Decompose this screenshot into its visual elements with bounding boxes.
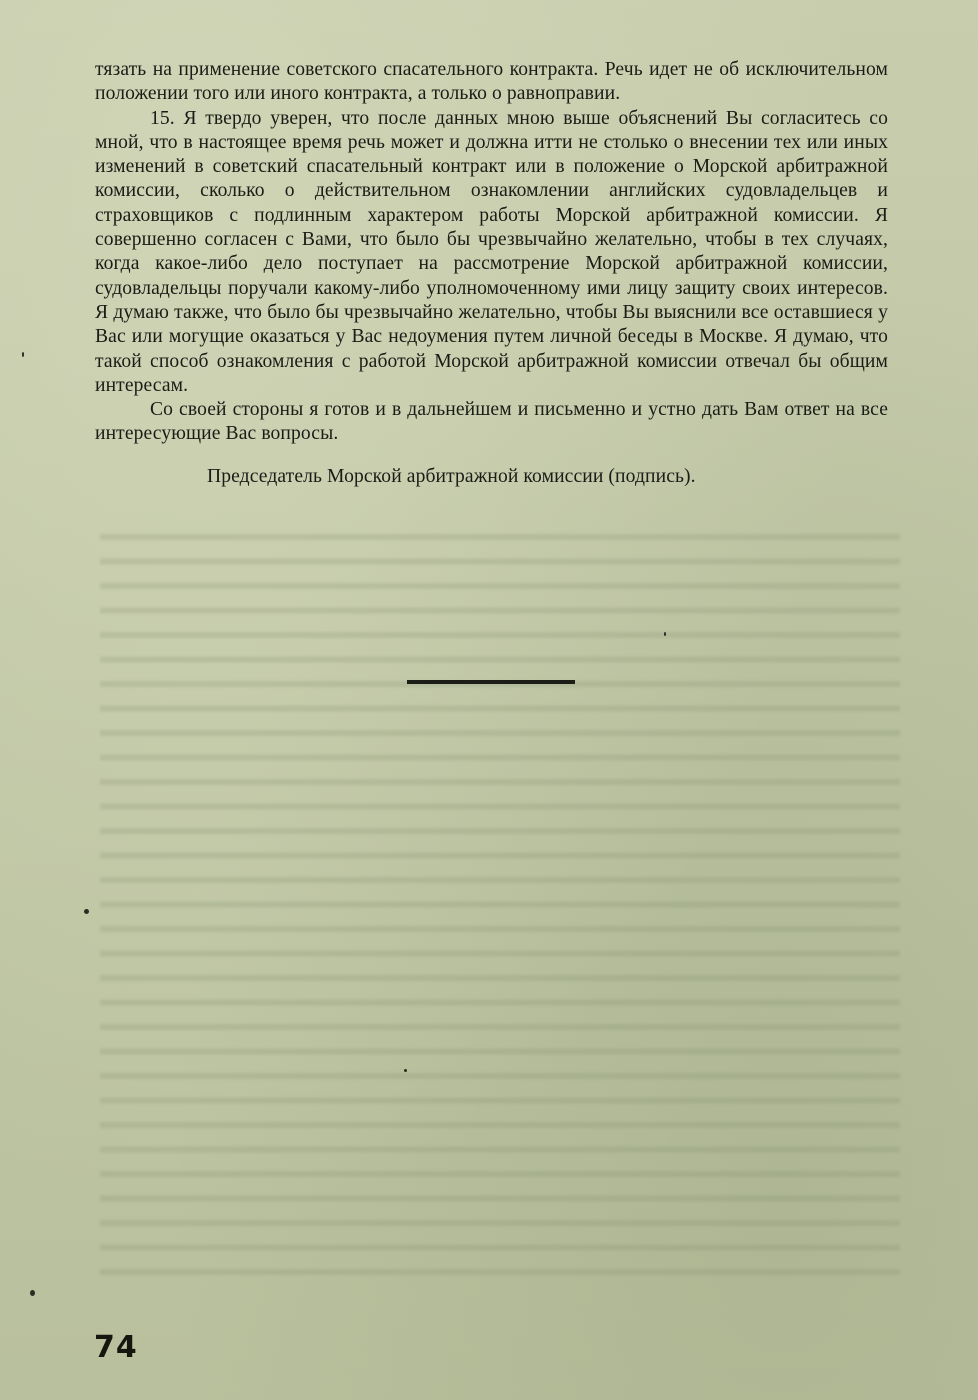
paragraph-15: 15. Я твердо уверен, что после данных мною выше объяснений Вы согласитесь со мной, что в настоящее время речь может и должна итти не столько о внесении тех или иных изменений в советский спасательный контракт или в положение о Морской арбитражной комиссии, сколько о действительном ознакомлении английских судовладельцев и страховщиков с подлинным характером работы Морской арбитражной комиссии. Я совершенно согласен с Вами, что было бы чрезвычайно желательно, чтобы в тех случаях, когда какое-либо дело поступает на рассмотрение Морской арбитражной комиссии, судовладельцы поручали какому-либо уполномоченному ими лицу защиту своих интересов. Я думаю также, что было бы чрезвычайно желательно, чтобы Вы выяснили все оставшиеся у Вас или могущие оказаться у Вас недоумения путем личной беседы в Москве. Я думаю, что такой способ ознакомления с работой Морской арбитражной комиссии отвечал бы общим интересам.	[95, 107, 888, 396]
signature-line: Председатель Морской арбитражной комиссии (подпись).	[207, 465, 696, 487]
speck-mark	[664, 632, 666, 636]
speck-mark	[84, 909, 89, 914]
speck-mark	[30, 1290, 35, 1296]
separator-rule	[407, 680, 575, 684]
page-number: 74	[94, 1330, 138, 1365]
speck-mark	[22, 352, 24, 357]
speck-mark	[404, 1069, 407, 1072]
paragraph-continuation: тязать на применение советского спасательного контракта. Речь идет не об исключительном положении того или иного контракта, а только о равноправии.	[95, 59, 888, 105]
paragraph-closing: Со своей стороны я готов и в дальнейшем и письменно и устно дать Вам ответ на все интересующие Вас вопросы.	[95, 399, 888, 445]
body-text	[95, 58, 888, 489]
bleed-through-texture	[100, 520, 900, 1280]
